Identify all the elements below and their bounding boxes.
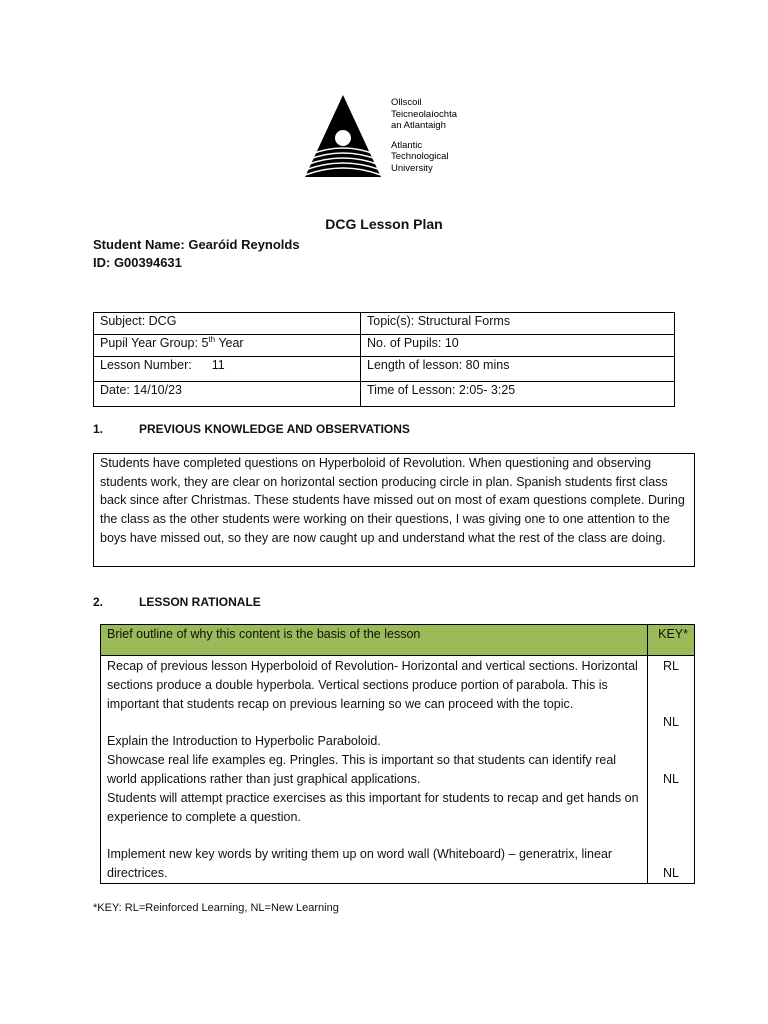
- topics-cell: Topic(s): Structural Forms: [361, 313, 675, 335]
- section1-heading: 1. PREVIOUS KNOWLEDGE AND OBSERVATIONS: [93, 422, 410, 436]
- subject-cell: Subject: DCG: [94, 313, 361, 335]
- section2-heading: 2. LESSON RATIONALE: [93, 595, 261, 609]
- key-header: KEY*: [648, 625, 695, 656]
- name-irish-1: Ollscoil: [391, 97, 422, 108]
- document-title: DCG Lesson Plan: [325, 216, 443, 232]
- key-4: NL: [663, 865, 679, 880]
- key-3: NL: [663, 771, 679, 786]
- date-cell: Date: 14/10/23: [94, 382, 361, 407]
- student-id: ID: G00394631: [93, 255, 182, 270]
- atu-emblem: [303, 95, 383, 179]
- name-irish-3: an Atlantaigh: [391, 120, 446, 131]
- rationale-para-1: Recap of previous lesson Hyperboloid of Revolution- Horizontal and vertical sections. Horizontal sections produce a double hyperbola. Vertical sections produce portion of parabola. This is important that students recap on previous learning so we can proceed with the topic.: [107, 659, 638, 711]
- name-english-3: University: [391, 162, 433, 174]
- rationale-content: [101, 656, 648, 884]
- key-column: [648, 656, 695, 884]
- university-logo: [303, 95, 503, 183]
- rationale-para-2c: Students will attempt practice exercises as this important for students to recap and get hands on experience to complete a question.: [107, 790, 639, 824]
- length-cell: Length of lesson: 80 mins: [361, 357, 675, 382]
- time-cell: Time of Lesson: 2:05- 3:25: [361, 382, 675, 407]
- num-pupils-cell: No. of Pupils: 10: [361, 335, 675, 357]
- previous-knowledge-box: Students have completed questions on Hyperboloid of Revolution. When questioning and observing students work, they are clear on horizontal section producing circle in plan. Spanish students first class back since after Christmas. These students have missed out on most of exam questions complete. During the class as the other students were working on their questions, I was giving one to one attention to the boys have missed out, so they are now caught up and understand what the rest of the class are doing.: [93, 453, 695, 567]
- rationale-para-2b: Showcase real life examples eg. Pringles. This is important so that students can identify real world applications rather than just graphical applications.: [107, 753, 617, 786]
- lesson-rationale-table: [100, 624, 695, 884]
- lesson-info-table: [93, 312, 675, 407]
- key-1: RL: [663, 659, 679, 673]
- name-irish-2: Teicneolaíochta: [391, 108, 458, 120]
- rationale-para-2a: Explain the Introduction to Hyperbolic Paraboloid.: [107, 734, 381, 749]
- pupil-year-group-cell: Pupil Year Group: 5th Year: [94, 335, 361, 357]
- outline-header: Brief outline of why this content is the basis of the lesson: [101, 625, 648, 656]
- name-english-1: Atlantic: [391, 139, 423, 151]
- university-name: [391, 97, 457, 174]
- student-name: Student Name: Gearóid Reynolds: [93, 237, 300, 252]
- key-footnote: *KEY: RL=Reinforced Learning, NL=New Learning: [93, 902, 339, 914]
- rationale-para-3: Implement new key words by writing them up on word wall (Whiteboard) – generatrix, linear directrices.: [107, 847, 613, 881]
- key-2: NL: [663, 715, 679, 730]
- lesson-number-cell: Lesson Number: 11: [94, 357, 361, 382]
- name-english-2: Technological: [391, 151, 449, 162]
